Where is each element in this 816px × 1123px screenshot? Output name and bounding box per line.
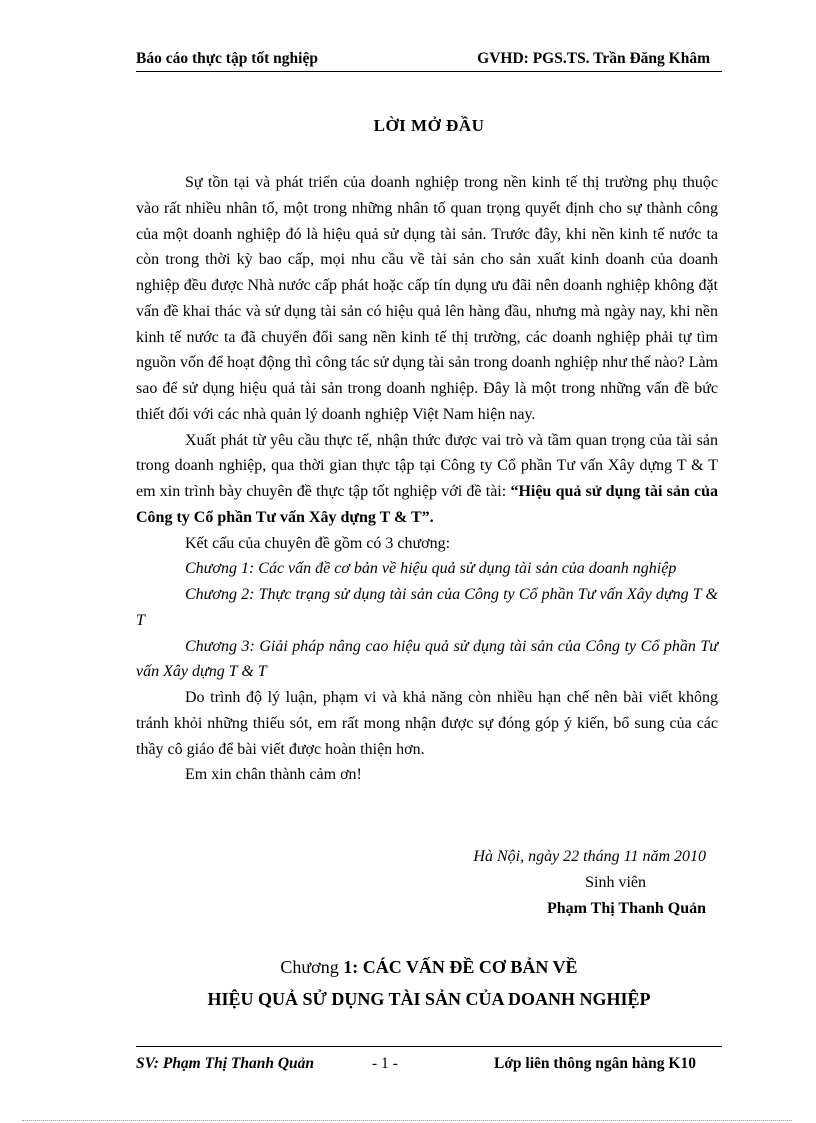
- chapter-heading-line-1: [136, 951, 722, 983]
- chapter-1-summary: Chương 1: Các vấn đề cơ bản về hiệu quả sử dụng tài sản của doanh nghiệp: [185, 560, 677, 578]
- paragraph-structure: Kết cấu của chuyên đề gồm có 3 chương:: [185, 534, 451, 552]
- signature-role: Sinh viên: [585, 874, 646, 891]
- signature-name: Phạm Thị Thanh Quản: [546, 900, 706, 917]
- header-supervisor: GVHD: PGS.TS. Trần Đăng Khâm: [477, 50, 710, 67]
- signature-block: [136, 844, 706, 922]
- signature-date: Hà Nội, ngày 22 tháng 11 năm 2010: [473, 848, 706, 865]
- header-report-title: Báo cáo thực tập tốt nghiệp: [136, 50, 318, 67]
- chapter-heading-line-2: HIỆU QUẢ SỬ DỤNG TÀI SẢN CỦA DOANH NGHIỆP: [207, 989, 651, 1009]
- paragraph-thanks: Em xin chân thành cảm ơn!: [185, 766, 362, 784]
- body-text: [136, 170, 718, 788]
- chapter-2-summary: Chương 2: Thực trạng sử dụng tài sản của Công ty Cổ phần Tư vấn Xây dựng T & T: [136, 586, 718, 629]
- paragraph-acknowledgement: Do trình độ lý luận, phạm vi và khả năng còn nhiều hạn chế nên bài viết không tránh khỏi những thiếu sót, em rất mong nhận được sự đóng góp ý kiến, bổ sung của các thầy cô giáo để bài viết được hoàn thiện hơn.: [136, 689, 718, 758]
- thesis-topic: “Hiệu quả sử dụng tài sản của Công ty Cổ phần Tư vấn Xây dựng T & T”.: [136, 483, 719, 526]
- footer-class: Lớp liên thông ngân hàng K10: [494, 1055, 696, 1072]
- page-title: LỜI MỞ ĐẦU: [373, 116, 485, 135]
- page-header: [136, 47, 722, 72]
- paragraph-purpose-text: Xuất phát từ yêu cầu thực tế, nhận thức được vai trò và tầm quan trọng của tài sản trong doanh nghiệp, qua thời gian thực tập tại Công ty Cổ phần Tư vấn Xây dựng T & T em xin trình bày chuyên đề thực tập tốt nghiệp với đề tài:: [136, 431, 718, 500]
- chapter-prefix: Chương: [280, 957, 339, 977]
- paragraph-purpose: [136, 428, 718, 531]
- chapter-heading-line-1-text: 1: CÁC VẤN ĐỀ CƠ BẢN VỀ: [338, 957, 578, 977]
- chapter-heading: [136, 951, 722, 1015]
- chapter-3-summary: Chương 3: Giải pháp nâng cao hiệu quả sử dụng tài sản của Công ty Cổ phần Tư vấn Xây dựng T & T: [136, 637, 718, 681]
- page-break-line: [22, 1120, 792, 1121]
- footer-student: SV: Phạm Thị Thanh Quản: [136, 1055, 315, 1072]
- paragraph-intro: Sự tồn tại và phát triển của doanh nghiệp trong nền kinh tế thị trường phụ thuộc vào rất nhiều nhân tố, một trong những nhân tố quan trọng quyết định cho sự thành công của một doanh nghiệp đó là hiệu quả sử dụng tài sản. Trước đây, khi nền kinh tế nước ta còn trong thời kỳ bao cấp, mọi nhu cầu về tài sản cho sản xuất kinh doanh của doanh nghiệp đều được Nhà nước cấp phát hoặc cấp tín dụng ưu đãi nên doanh nghiệp không đặt vấn đề khai thác và sử dụng tài sản có hiệu quả lên hàng đầu, nhưng mà ngày nay, khi nền kinh tế nước ta đã chuyển đổi sang nền kinh tế thị trường, các doanh nghiệp phải tự tìm nguồn vốn để hoạt động thì công tác sử dụng tài sản trong doanh nghiệp như thế nào? Làm sao để sử dụng hiệu quả tài sản trong doanh nghiệp. Đây là một trong những vấn đề bức thiết đối với các nhà quản lý doanh nghiệp Việt Nam hiện nay.: [136, 174, 718, 423]
- footer-page-number: - 1 -: [372, 1055, 398, 1072]
- page-footer: [136, 1046, 722, 1077]
